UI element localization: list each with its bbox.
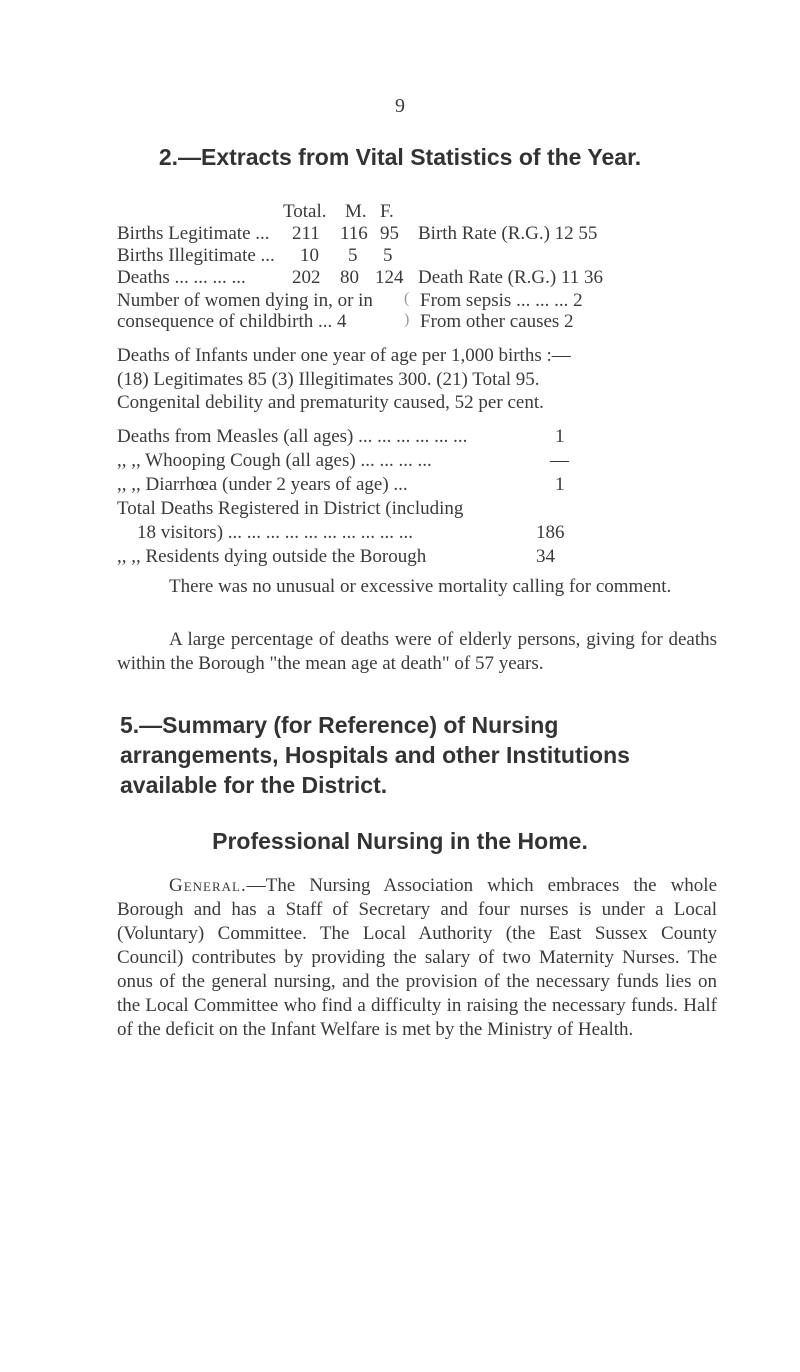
diarrhoea-deaths-value: 1 [555, 474, 565, 495]
section-2-heading: 2.—Extracts from Vital Statistics of the Year. [158, 144, 642, 170]
deaths-label: Deaths ... ... ... ... [117, 267, 246, 288]
death-rate: Death Rate (R.G.) 11 36 [418, 267, 604, 288]
births-legitimate-f: 95 [380, 223, 399, 244]
maternal-deaths-line-1: Number of women dying in, or in [117, 290, 373, 311]
measles-deaths-value: 1 [555, 426, 565, 447]
brace-icon: ( [404, 290, 410, 307]
col-f-header: F. [380, 201, 394, 222]
general-text: —The Nursing Association which embraces the whole Borough and has a Staff of Secretary and four nurses is under a Local (Voluntary) Committee. The Local Authority (the East Sussex County Council) contributes by providing the salary of two Maternity Nurses. The onus of the general nursing, and the provision of the necessary funds lies on the Local Committee who find a difficulty in raising the necessary funds. Half of the deficit on the Infant Welfare is met by the Ministry of Health. [117, 875, 717, 1040]
total-deaths-line-2: 18 visitors) ... ... ... ... ... ... ... ... ... ... [137, 522, 414, 543]
births-illegitimate-label: Births Illegitimate ... [117, 245, 275, 266]
births-illegitimate-total: 10 [300, 245, 319, 266]
deaths-m: 80 [340, 267, 359, 288]
deaths-other-causes: From other causes 2 [420, 311, 574, 332]
measles-deaths-label: Deaths from Measles (all ages) ... ... ... ... ... ... [117, 426, 468, 447]
section-5-heading: 5.—Summary (for Reference) of Nursing arrangements, Hospitals and other Institutions available for the District. [120, 712, 630, 798]
whooping-cough-deaths-label: ,, ,, Whooping Cough (all ages) ... ... ... ... [117, 450, 432, 471]
page-number: 9 [395, 95, 405, 117]
infant-deaths-line-1: Deaths of Infants under one year of age per 1,000 births :— [117, 345, 571, 366]
births-illegitimate-f: 5 [383, 245, 393, 266]
birth-rate: Birth Rate (R.G.) 12 55 [418, 223, 598, 244]
mean-age-paragraph: A large percentage of deaths were of elderly persons, giving for deaths within the Borough "the mean age at death" of 57 years. [117, 629, 717, 674]
residents-dying-outside-value: 34 [536, 546, 555, 567]
births-legitimate-total: 211 [292, 223, 320, 244]
deaths-total: 202 [292, 267, 321, 288]
whooping-cough-deaths-value: — [550, 450, 569, 471]
deaths-from-sepsis: From sepsis ... ... ... 2 [420, 290, 583, 311]
maternal-deaths-line-2: consequence of childbirth ... 4 [117, 311, 347, 332]
brace-icon: ) [404, 311, 410, 328]
general-nursing-paragraph [117, 874, 717, 1042]
births-legitimate-m: 116 [340, 223, 368, 244]
births-legitimate-label: Births Legitimate ... [117, 223, 270, 244]
infant-deaths-line-2: (18) Legitimates 85 (3) Illegitimates 300. (21) Total 95. [117, 369, 540, 390]
col-total-header: Total. [283, 201, 327, 222]
deaths-f: 124 [375, 267, 404, 288]
total-deaths-value: 186 [536, 522, 565, 543]
infant-deaths-line-3: Congenital debility and prematurity caused, 52 per cent. [117, 392, 544, 413]
general-label: General. [169, 875, 247, 896]
residents-dying-outside-label: ,, ,, Residents dying outside the Borough [117, 546, 427, 567]
professional-nursing-subheading: Professional Nursing in the Home. [212, 828, 588, 854]
diarrhoea-deaths-label: ,, ,, Diarrhœa (under 2 years of age) ... [117, 474, 408, 495]
mortality-comment-paragraph: There was no unusual or excessive mortality calling for comment. [169, 576, 672, 597]
total-deaths-line-1: Total Deaths Registered in District (including [117, 498, 464, 519]
col-m-header: M. [345, 201, 367, 222]
births-illegitimate-m: 5 [348, 245, 358, 266]
